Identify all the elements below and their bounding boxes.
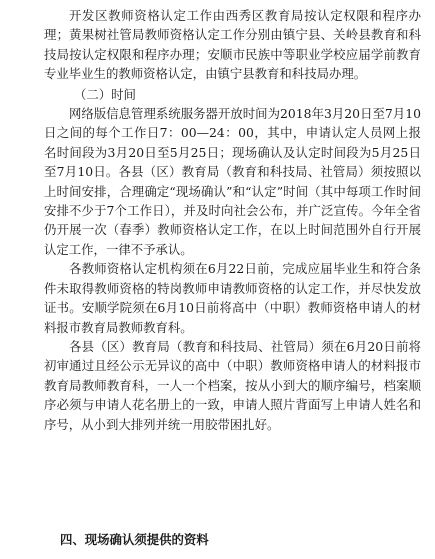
paragraph-deadline-counties: 各县（区）教育局（教育和科技局、社管局）须在6月20日前将初审通过且经公示无异议的高中（中职）教师资格申请人的材料报市教育局教师教育科，一人一个档案，按从小到大的顺序编号，档案顺序必须与申请人花名册上的一致，申请人照片背面写上申请人姓名和序号，从小到大排列并统一用胶带困扎好。 (44, 338, 421, 432)
paragraph-schedule: 网络版信息管理系统服务器开放时间为2018年3月20日至7月10日之间的每个工作日7：00—24：00，其中，申请认定人员网上报名时间段为3月20日至5月25日；现场确认及认定时间段为5月25日至7月10日。各县（区）教育局（教育和科技局、社管局）须按照以上时间安排，合理确定“现场确认”和“认定”时间（其中每项工作时间安排不少于7个工作日），并及时向社会公布，并广泛宣传。今年全省仍开展一次（春季）教师资格认定工作，在以上时间范围外自行开展认定工作，一律不予承认。 (44, 106, 421, 257)
paragraph-deadline-institutions: 各教师资格认定机构须在6月22日前，完成应届毕业生和符合条件未取得教师资格的特岗教师申请教师资格的认定工作，并尽快发放证书。安顺学院须在6月10日前将高中（中职）教师资格申请人的材料报市教育局教师教育科。 (44, 261, 421, 335)
paragraph-authority: 开发区教师资格认定工作由西秀区教育局按认定权限和程序办理；黄果树社管局教师资格认定工作分别由镇宁县、关岭县教育和科技局按认定权限和程序办理；安顺市民族中等职业学校应届学前教育专业毕业生的教师资格认定，由镇宁县教育和科技局办理。 (44, 8, 421, 82)
section-heading: 四、现场确认须提供的资料 (60, 532, 209, 547)
subheading-time: （二）时间 (74, 86, 136, 102)
